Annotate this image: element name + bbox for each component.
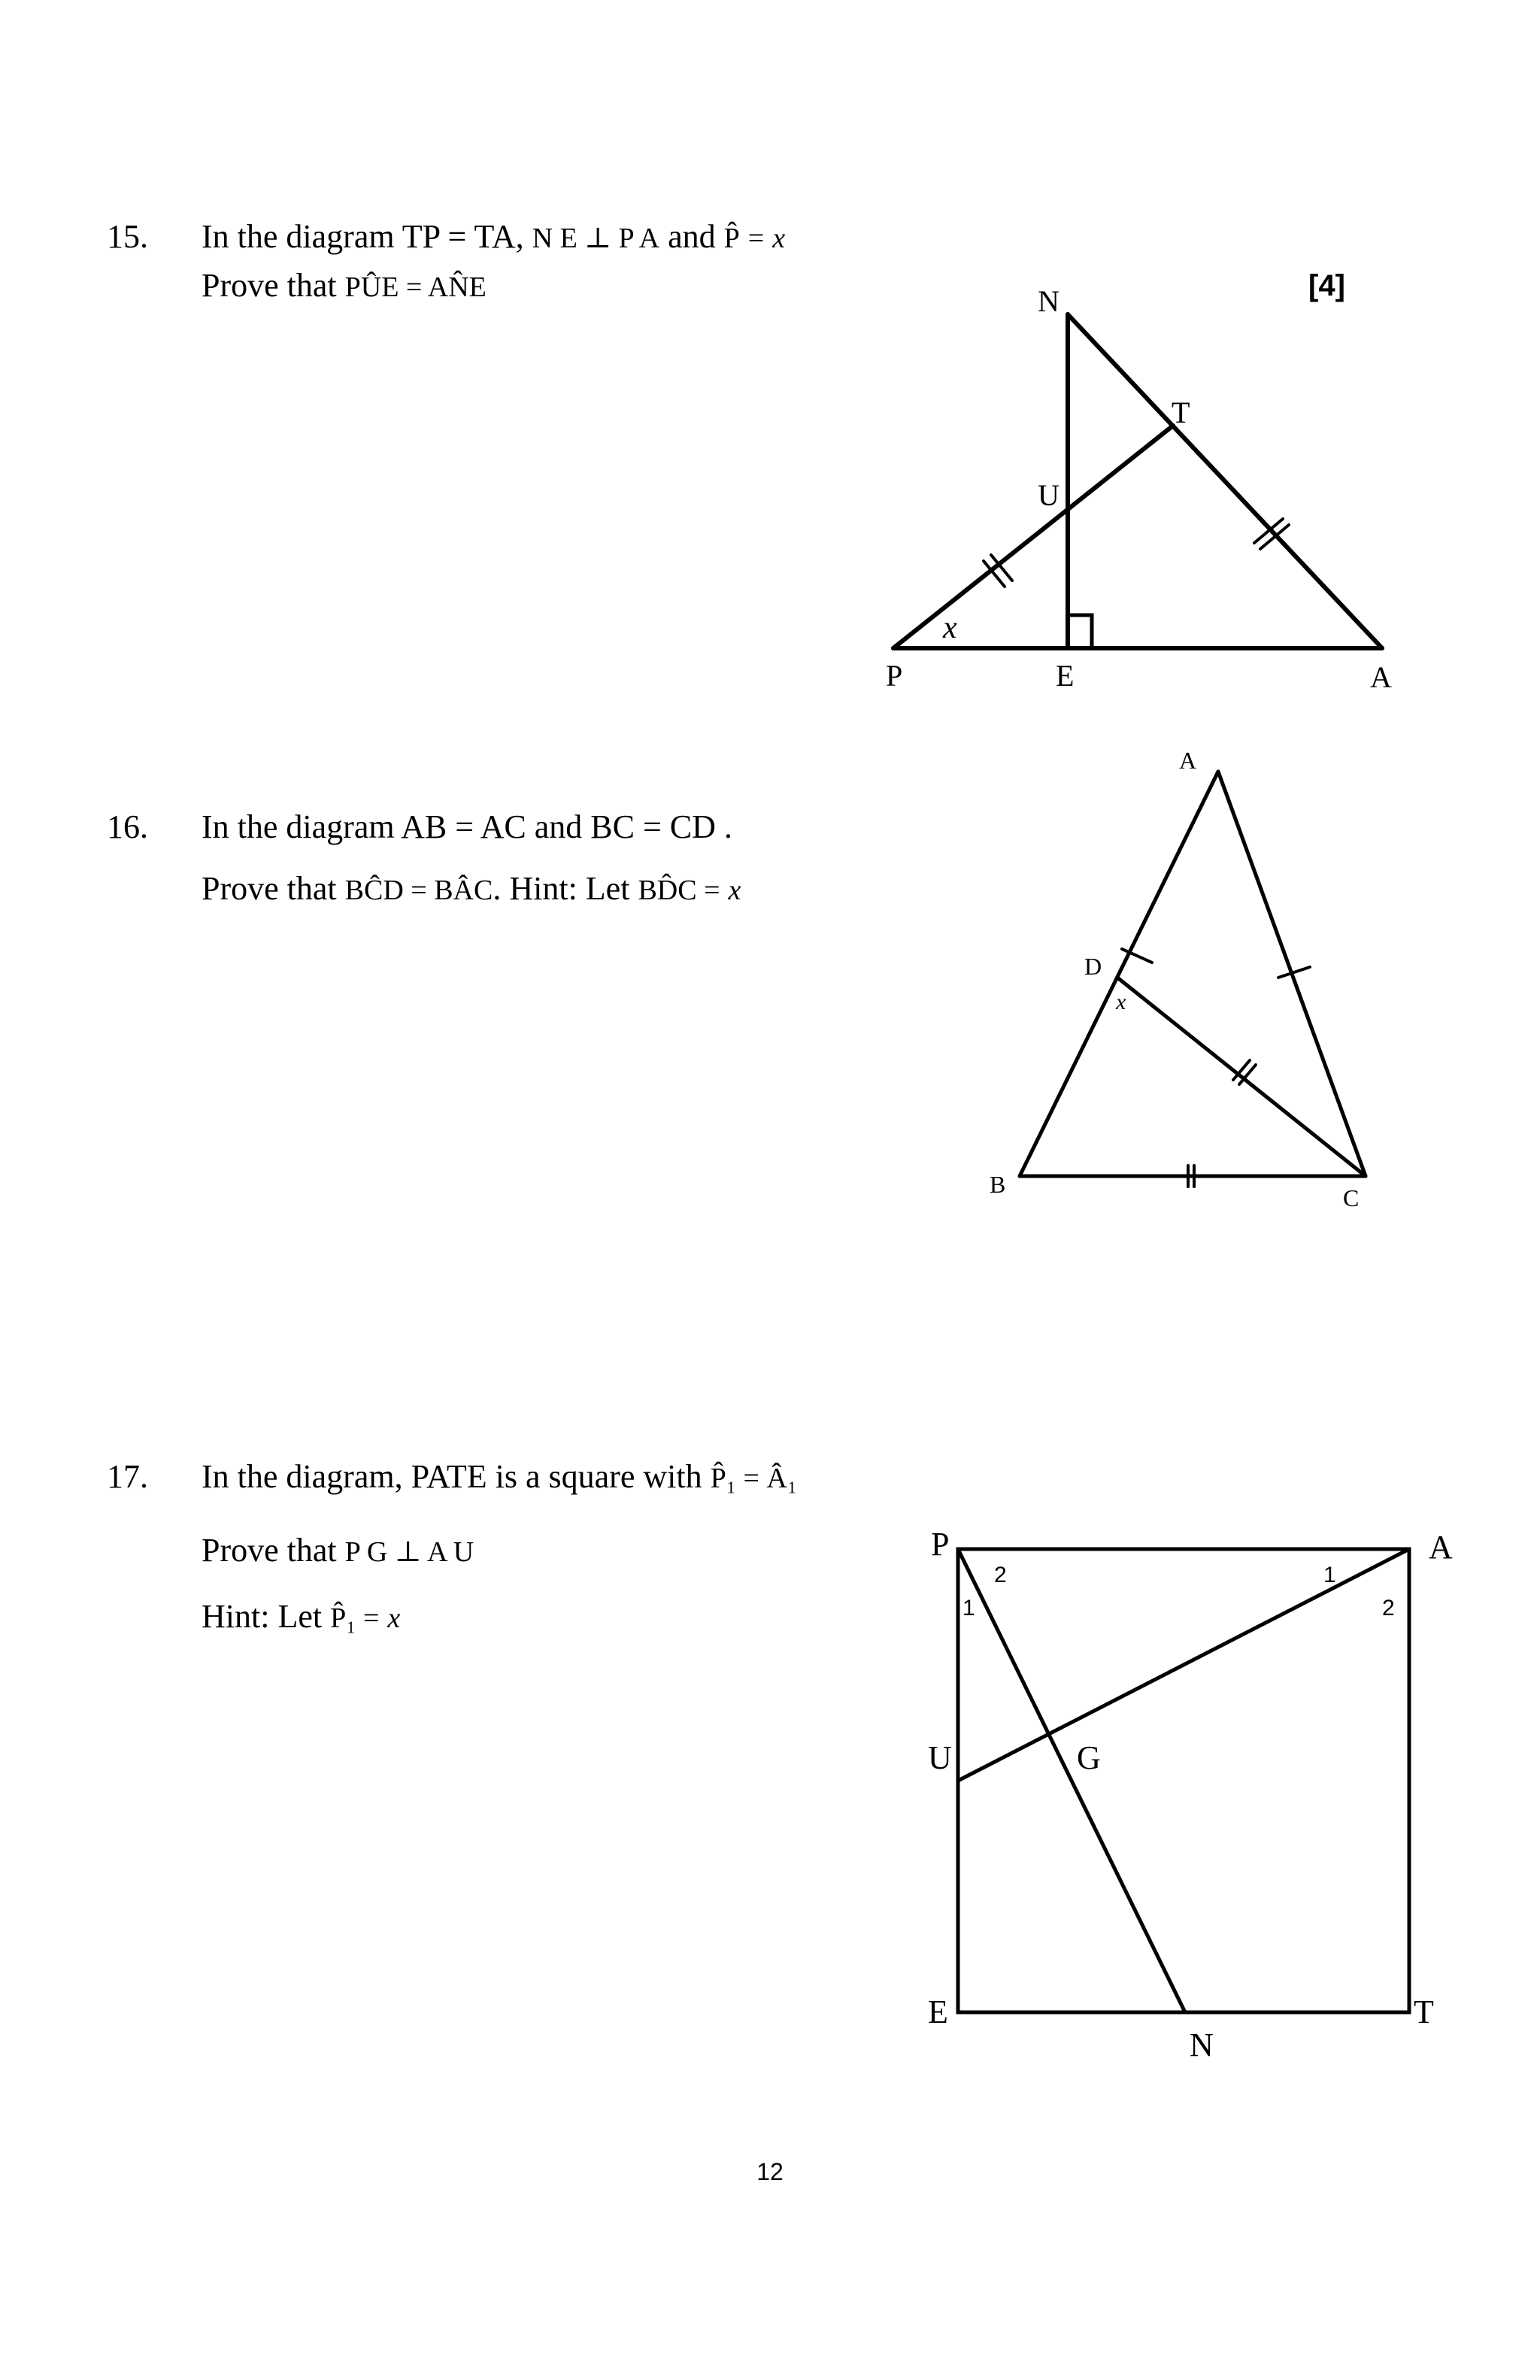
q17-number: 17. [107, 1458, 148, 1495]
q15-label-p: P [886, 659, 903, 693]
q17-label-g: G [1077, 1739, 1101, 1776]
q15-eq: = [747, 223, 765, 254]
q17-label-t: T [1414, 1993, 1434, 2030]
q15-marks: [4] [1308, 269, 1345, 302]
q15-prove-label: Prove that [202, 267, 337, 304]
q16-number: 16. [107, 808, 148, 845]
q15-var: x [772, 223, 786, 254]
q15-label-n: N [1038, 284, 1060, 318]
q15-number: 15. [107, 218, 148, 255]
q15-label-e: E [1056, 659, 1075, 693]
q16-hint: . Hint: Let [493, 870, 630, 907]
q17-line-pn [958, 1549, 1185, 2012]
q17-hint-stmt: P̂₁ = [330, 1602, 380, 1634]
q16-prove-stmt: BĈD = BÂC [344, 875, 493, 906]
q15-and: and [668, 218, 716, 255]
q17-angle-a2: 2 [1382, 1596, 1395, 1621]
q17-angle-p1: 1 [962, 1596, 975, 1621]
q15-prove-stmt: PÛE = AN̂E [344, 271, 487, 303]
q17-intro: In the diagram, PATE is a square with [202, 1458, 702, 1495]
q16-label-b: B [990, 1171, 1006, 1198]
q15-intro: In the diagram TP = TA, [202, 218, 524, 255]
q16-prove-label: Prove that [202, 870, 337, 907]
q15-perp: N E ⊥ P A [532, 223, 660, 254]
q17-prove-label: Prove that [202, 1532, 337, 1569]
q15-angle-p: P̂ [723, 223, 740, 254]
q16-hint-stmt: BD̂C = [638, 875, 720, 906]
q16-statement: In the diagram AB = AC and BC = CD . [202, 808, 732, 845]
q16-angle-x: x [1116, 990, 1126, 1014]
q17-var: x [387, 1602, 401, 1634]
q15-label-t: T [1172, 396, 1190, 429]
q15-label-u: U [1038, 478, 1060, 512]
q15-angle-x: x [943, 611, 957, 645]
q17-label-n: N [1190, 2027, 1214, 2063]
q16-label-a: A [1179, 747, 1197, 774]
q16-label-c: C [1343, 1184, 1360, 1211]
q17-label-u: U [928, 1739, 952, 1776]
q15-label-a: A [1370, 660, 1392, 694]
q17-label-p: P [931, 1526, 950, 1563]
q17-angle-a1: 1 [1323, 1563, 1336, 1587]
q17-label-a: A [1429, 1529, 1453, 1566]
q17-hint-label: Hint: Let [202, 1598, 323, 1635]
q16-var: x [728, 875, 741, 906]
q16-label-d: D [1084, 953, 1102, 980]
q17-square [958, 1549, 1409, 2012]
q17-cond: P̂₁ = Â₁ [710, 1463, 798, 1494]
q17-angle-p2: 2 [994, 1563, 1007, 1587]
q17-prove-stmt: P G ⊥ A U [344, 1536, 474, 1568]
q17-line-au [958, 1549, 1409, 1781]
q17-label-e: E [928, 1993, 948, 2030]
page-number: 12 [756, 2158, 784, 2185]
